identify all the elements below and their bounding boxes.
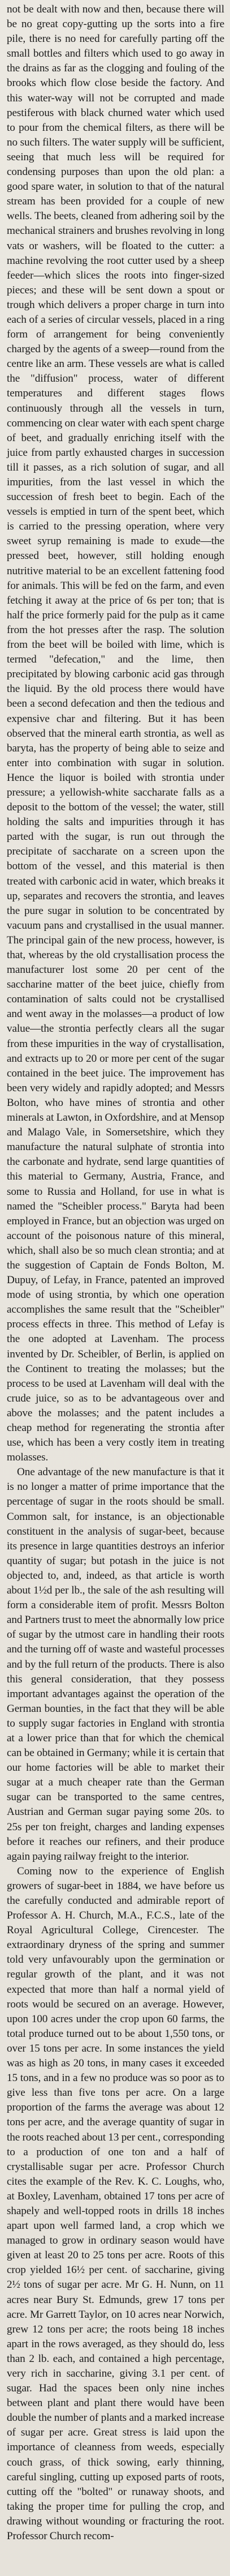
paragraph-2: One advantage of the new manufacture is that it is no longer a matter of prime importance that the percentage of sugar in the roots should be small. Common salt, for instance, is an objectionable constituent in the analysis of sugar-beet, because its presence in large quantities destroys an inferior quantity of sugar; but potash in the juice is not objected to, and, indeed, as that article is worth about 1½d per lb., the sale of the ash resulting will form a considerable item of profit. Messrs Bolton and Partners trust to meet the abnormally low price of sugar by the utmost care in handling their roots and the turning off of waste and wasteful processes and by the full return of the products. There is also this general consideration, that they possess important advantages against the operation of the German bounties, in the fact that they will be able to supply sugar factories in England with strontia at a lower price than that for which the chemical can be obtained in Germany; while it is certain that our home factories will be able to market their sugar at a much cheaper rate than the German sugar can be transported to the same centres, Austrian and German sugar paying some 20s. to 25s per ton freight, charges and landing expenses before it reaches our refiners, and their produce again paying railway freight to the interior. (7, 1466, 224, 1862)
paragraph-3: Coming now to the experience of English growers of sugar-beet in 1884, we have before us the carefully conducted and admirable report of Professor A. H. Church, M.A., F.C.S., late of the Royal Agricultural College, Cirencester. The extraordinary dryness of the spring and summer told very unfavourably upon the germination or regular growth of the plant, and it was not expected that more than half a normal yield of roots would be secured on an average. However, upon 100 acres under the crop upon 60 farms, the total produce turned out to be about 1,550 tons, or over 15 tons per acre. In some instances the yield was as high as 20 tons, in many cases it exceeded 15 tons, and in a few no produce was so poor as to give less than five tons per acre. On a large proportion of the farms the average was about 12 tons per acre, and the average quantity of sugar in the roots reached about 13 per cent., corresponding to a production of one ton and a half of crystallisable sugar per acre. Professor Church cites the example of the Rev. K. C. Loughs, who, at Boxley, Lavenham, obtained 17 tons per acre of shapely and well-topped roots in drills 18 inches apart upon well farmed land, a crop which we managed to grow in ordinary season would have given at least 20 to 25 tons per acre. Roots of this crop yielded 16½ per cent. of saccharine, giving 2½ tons of sugar per acre. Mr G. H. Nunn, on 11 acres near Bury St. Edmunds, grew 17 tons per acre. Mr Garrett Taylor, on 10 acres near Norwich, grew 12 tons per acre; the roots being 18 inches apart in the rows averaged, as they should do, less than 2 lb. each, and contained a high percentage, very rich in saccharine, giving 3.1 per cent. of sugar. Had the spaces been only nine inches between plant and plant there would have been double the number of plants and a marked increase of sugar per acre. Great stress is laid upon the importance of cleanness from weeds, especially couch grass, of thick sowing, early thinning, careful singling, cutting up exposed parts of roots, cutting off the "bolted" or runaway shoots, and taking the proper time for pulling the crop, and drawing without wounding or fracturing the root. Professor Church recom- (7, 1865, 224, 2543)
paragraph-1: not be dealt with now and then, because there will be no great copy-gutting up the sorts into a fire pile, there is no need for carefully parting off the small bottles and filters which used to go away in the drains as far as the clogging and fouling of the brooks which flow close beside the factory. And this water-way will not be corrupted and made pestiferous with black churned water which used to pour from the chemical filters, as there will be no such filters. The water supply will be sufficient, seeing that much less will be required for condensing purposes than upon the old plan: a good spare water, in solution to that of the natural stream has been provided for a couple of new wells. The beets, cleaned from adhering soil by the mechanical strainers and brushes revolving in long vats or washers, will be floated to the cutter: a machine revolving the root cutter used by a sheep feeder—which slices the roots into finger-sized pieces; and these will be sent down a spout or trough which delivers a proper charge in turn into each of a series of circular vessels, placed in a ring form of arrangement for being conveniently charged by the agents of a sweep—round from the centre like an arm. These vessels are what is called the "diffusion" process, water of different temperatures and different stages flows continuously through all the vessels in turn, commencing on clear water with each spent charge of beet, and gradually enriching itself with the juice from partly exhausted charges in succession till it passes, as a rich solution of sugar, and all impurities, from the last vessel in which the succession of fresh beet to begin. Each of the vessels is emptied in turn of the spent beet, which is carried to the pressing operation, where very sweet syrup remaining is made to exude—the pressed beet, however, still holding enough nutritive material to be an excellent fattening food for animals. This will be fed on the farm, and even fetching it away at the price of 6s per ton; that is half the price formerly paid for the pulp as it came from the hot presses after the rasp. The solution from the beet will be boiled with lime, which is termed "defecation," and the lime, then precipitated by blowing carbonic acid gas through the liquid. By the old process there would have been a second defecation and then the tedious and expensive char and filtering. But it has been observed that the mineral earth strontia, as well as baryta, has the property of being able to seize and enter into combination with sugar in solution. Hence the liquor is boiled with strontia under pressure; a yellowish-white saccharate falls as a deposit to the bottom of the vessel; the water, still holding the salts and impurities through it has parted with the sugar, is run out through the precipitate of saccharate on a screen upon the bottom of the vessel, and this material is then treated with carbonic acid in water, which breaks it up, separates and recovers the strontia, and leaves the pure sugar in solution to be concentrated by vacuum pans and crystallised in the usual manner. The principal gain of the new process, however, is that, whereas by the old crystallisation process the manufacturer lost some 20 per cent of the saccharine matter of the beet juice, chiefly from contamination of salts could not be crystallised and went away in the molasses—a product of low value—the strontia perfectly clears all the sugar from these impurities in the way of crystallisation, and extracts up to 20 or more per cent of the sugar contained in the beet juice. The improvement has been very widely and rapidly adopted; and Messrs Bolton, who have mines of strontia and other minerals at Lawton, in Oxfordshire, and at Mensop and Malago Vale, in Somersetshire, which they manufacture the natural sulphate of strontia into the carbonate and hydrate, send large quantities of this material to Germany, Austria, France, and some to Russia and Holland, for use in what is named the "Scheibler process." Baryta had been employed in France, but an objection was urged on account of the poisonous nature of this mineral, which, shall also be so much clean strontia; and at the suggestion of Captain de Fonds Bolton, M. Dupuy, of Lefay, in France, patented an improved mode of using strontia, by which one operation accomplishes the same result that the "Scheibler" process effects in three. This method of Lefay is the one adopted at Lavenham. The process invented by Dr. Scheibler, of Berlin, is applied on the Continent to treating the molasses; but the process to be used at Lavenham will deal with the crude juice, so as to be advantageous over and above the molasses; and the patent includes a cheap method for regenerating the strontia after use, which has been a very costly item in treating molasses. (7, 3, 224, 1464)
article-body (7, 2, 224, 2544)
